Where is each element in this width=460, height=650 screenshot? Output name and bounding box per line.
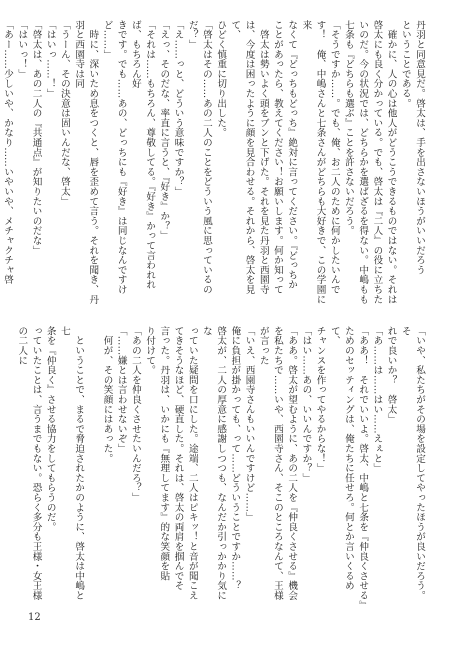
page-number: 12 xyxy=(28,612,41,623)
text-line: ということである。 xyxy=(399,20,411,109)
text-line: 「はいっ……！」 xyxy=(44,20,56,99)
text-line: きです。でも……あの、どっちにも『好き』は同じなんですけど……」 xyxy=(101,20,127,295)
text-line xyxy=(85,326,99,609)
text-line: は、今度は困ったように顔を見合わせる。それから、啓太を見て、 xyxy=(229,20,255,295)
text-line: す！ 俺、中嶋さんと七条さんがどちらも大好きで、この学園に来 xyxy=(300,20,326,305)
text-line: ひどく慎重に切り出した。 xyxy=(215,20,227,138)
text-line: 「いや、私たちがその場を設定してやったほうが良いだろう。そ xyxy=(399,326,425,601)
text-line: 「それは……もちろん、尊敬してる。『好き』かって言われれば、もちろん好 xyxy=(129,20,156,290)
lower-text-block xyxy=(16,326,426,611)
text-line: れで良いか？ 啓太」 xyxy=(385,326,397,424)
text-line: 「えっ、そのだな、率直に言うと、『好き』か？」 xyxy=(158,20,170,241)
text-line: なくて『どっちもどっち』絶対に言ってください。『どっちか xyxy=(286,20,298,290)
text-line: ためのセッティングは、俺たちに任せろ。何とか言いくるめて、 xyxy=(328,326,354,591)
text-line: り付けて。 xyxy=(144,326,156,375)
text-line: 「……嫌とは言わせないぞ」 xyxy=(115,326,127,454)
text-line: を私たちで……いや、西園寺さん、そこのところなんて、王様が言った xyxy=(257,326,283,601)
text-line: 「いえ、西園寺さんもいいんですけど……」 xyxy=(243,326,255,522)
text-line: ということで、まるで脅迫されたかのように、啓太は中嶋と七 xyxy=(58,326,85,601)
text-line: 「ああ。啓太が望むように、あの二人を『仲良くさせる』機会 xyxy=(286,326,298,601)
text-line: チャンスを作ってやるからな！」 xyxy=(314,326,326,473)
text-line: てきそうなほど、硬直した。それは、啓太の両肩を掴んでそ xyxy=(172,326,184,591)
text-line: 何が、その笑顔にはあった。 xyxy=(101,326,113,464)
text-line: 「啓太はその……あの二人のことをどういう風に思っているの xyxy=(200,20,212,295)
text-line: 「啓太は、あの二人の『共通点』が知りたいのだな」 xyxy=(30,20,42,256)
text-line: 丹羽と同意見だ。啓太は、手を出さないほうがいいだろう xyxy=(414,20,425,275)
text-line: ことがあったら、教えてください！お願いします。何か知って xyxy=(271,20,283,295)
text-line: っていたことは、言うまでもない。恐らく多分も王様・女王様の二人に xyxy=(16,326,42,601)
text-line: っていた疑問を口にした。途端、二人はピキッ！と音が聞こえ xyxy=(186,326,198,601)
text-line: 啓太は勢いよく頭をブンと下げた。それを見た丹羽と西園寺 xyxy=(257,20,269,295)
text-line: 俺に負担が掛かっても、って……どういうことですか……？ xyxy=(229,326,241,591)
text-line: 「はいっ！」 xyxy=(16,20,28,79)
text-line: 啓太にも良く分かっている。でも、啓太は『二人』の役に立ちたいのだ。今の状況では、どちらかを選ばざるを得ない。中嶋もも xyxy=(357,20,383,305)
text-line: 七条も『どちらも選ぶ』ことを許さないだろう。 xyxy=(342,20,354,236)
text-line: 「あの二人を仲良くさせたいんだろ？」 xyxy=(129,326,141,503)
upper-text-block xyxy=(2,20,426,305)
text-line: 条を『仲良く』させる協力をしてもらうのだ。 xyxy=(44,326,56,532)
text-line: 「あ……は……はい……えぇと」 xyxy=(371,326,383,473)
text-line: だ？」 xyxy=(186,20,198,50)
text-line: 「あー……少しいや、かなり……いやいや、メチャクチャ啓 xyxy=(2,20,14,285)
text-line: 「そうですか……。でも、俺、お二人のために何かしたいんで xyxy=(328,20,340,295)
text-line xyxy=(0,326,14,609)
text-line: 「うーん、その決意は固いんだな、啓太」 xyxy=(58,20,70,207)
text-line: 確かに、人の心は他人がどうこうできるものではない。それは xyxy=(385,20,397,305)
text-line: 「え……っと、どういう意味ですか？」 xyxy=(172,20,184,197)
text-line: 「はい……あの、いいんですか？」 xyxy=(300,326,312,483)
text-line: 時に、深いため息をつくと、唇を歪めて言う。それを聞き、丹羽と西園寺は同 xyxy=(73,20,99,305)
text-line: 「ああ！ それでいいよ。啓太、中嶋と七条を『仲良くさせる』 xyxy=(357,326,369,611)
text-line: 言った。丹羽は、いかにも『無理してます』的な笑顔を貼 xyxy=(158,326,170,581)
text-line: 啓太が、二人の厚意に感謝しつつも、なんだか引っかかり気にな xyxy=(200,326,227,601)
